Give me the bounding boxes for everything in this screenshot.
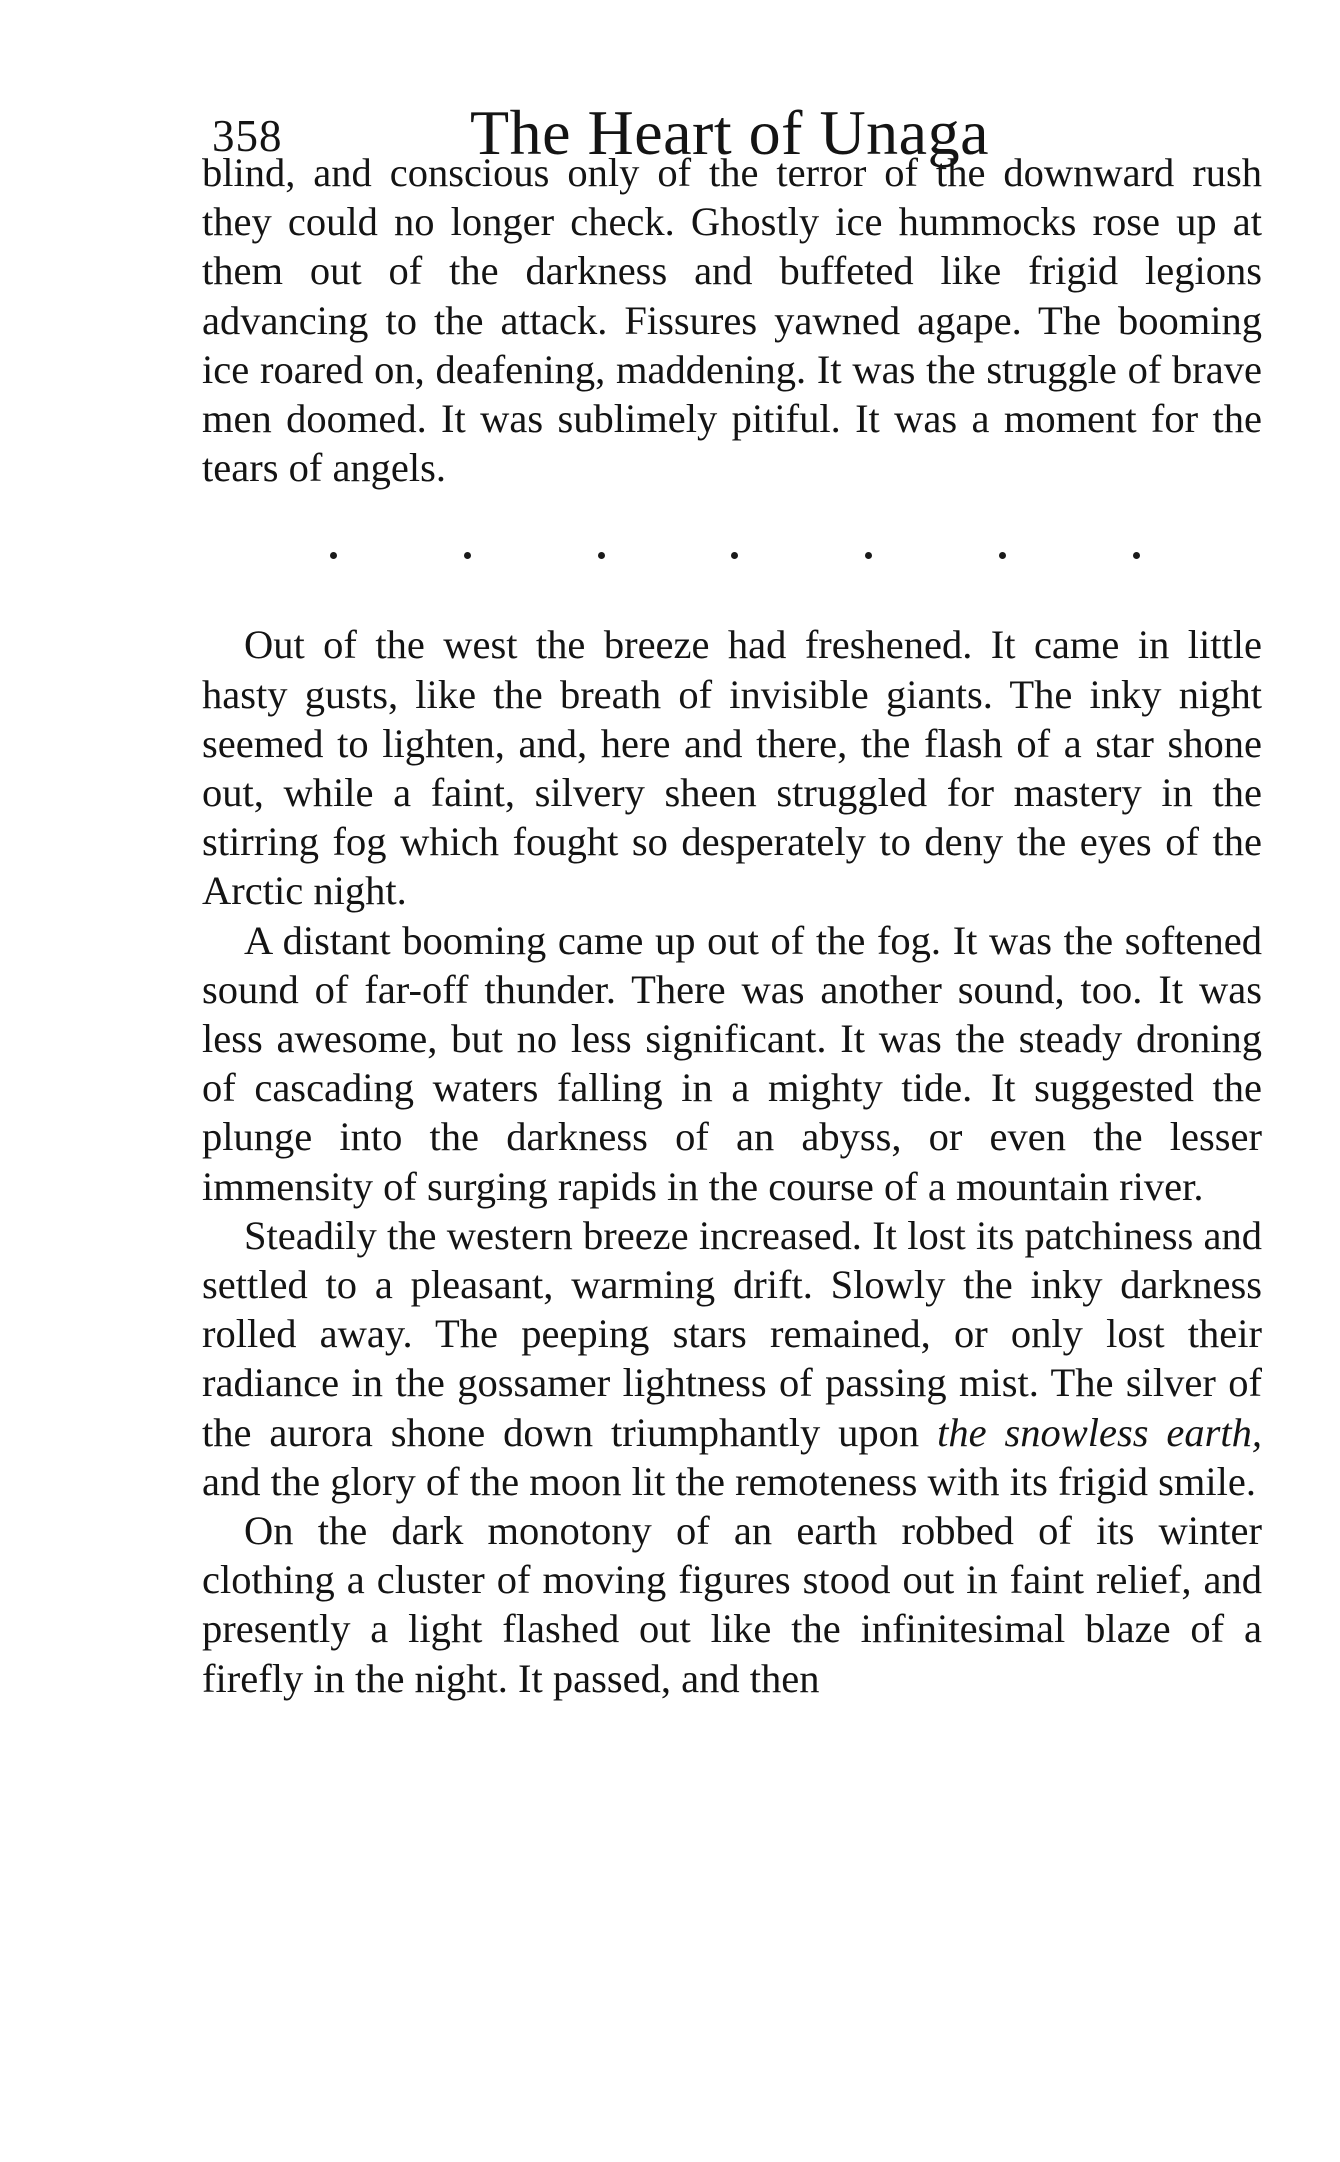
paragraph-4-start: Steadily the western breeze increased. It lost its patchiness and settled to a pleasant, warming drift. Slowly the inky darkness rolled away. The peeping stars remained, or only lost their radiance in the gossamer lightness of passing mist. The silver of the aurora shone down triumphantly upon (202, 1212, 1262, 1455)
page-number: 358 (212, 111, 283, 161)
paragraph-4-end: and the glory of the moon lit the remoteness with its frigid smile. (202, 1458, 1256, 1504)
dot (1133, 552, 1140, 559)
paragraph-4 (202, 1211, 1262, 1506)
dot (330, 552, 337, 559)
body-text (202, 148, 1262, 1703)
book-page (202, 96, 1262, 1701)
dot (999, 552, 1006, 559)
dot (464, 552, 471, 559)
section-break-dots (330, 531, 1140, 580)
dot (865, 552, 872, 559)
dot (731, 552, 738, 559)
italic-phrase: the snowless earth, (937, 1409, 1262, 1455)
dot (598, 552, 605, 559)
paragraph-1: blind, and conscious only of the terror of the downward rush they could no longer check. Ghostly ice hummocks rose up at them out of the darkness and buffeted like frigid legions advancing to the attack. Fissures yawned agape. The booming ice roared on, deafening, maddening. It was the struggle of brave men doomed. It was sublimely pitiful. It was a moment for the tears of angels. (202, 150, 1262, 491)
running-title: The Heart of Unaga (470, 97, 989, 168)
paragraph-2: Out of the west the breeze had freshened. It came in little hasty gusts, like the breath of invisible giants. The inky night seemed to lighten, and, here and there, the flash of a star shone out, while a faint, silvery sheen struggled for mastery in the stirring fog which fought so desperately to deny the eyes of the Arctic night. (202, 622, 1262, 914)
paragraph-3: A distant booming came up out of the fog. It was the softened sound of far-off thunder. There was another sound, too. It was less awesome, but no less significant. It was the steady droning of cascading waters falling in a mighty tide. It suggested the plunge into the darkness of an abyss, or even the lesser immensity of surging rapids in the course of a mountain river. (202, 917, 1262, 1209)
paragraph-5: On the dark monotony of an earth robbed of its winter clothing a cluster of moving figures stood out in faint relief, and presently a light flashed out like the infinitesimal blaze of a firefly in the night. It passed, and then (202, 1508, 1262, 1701)
